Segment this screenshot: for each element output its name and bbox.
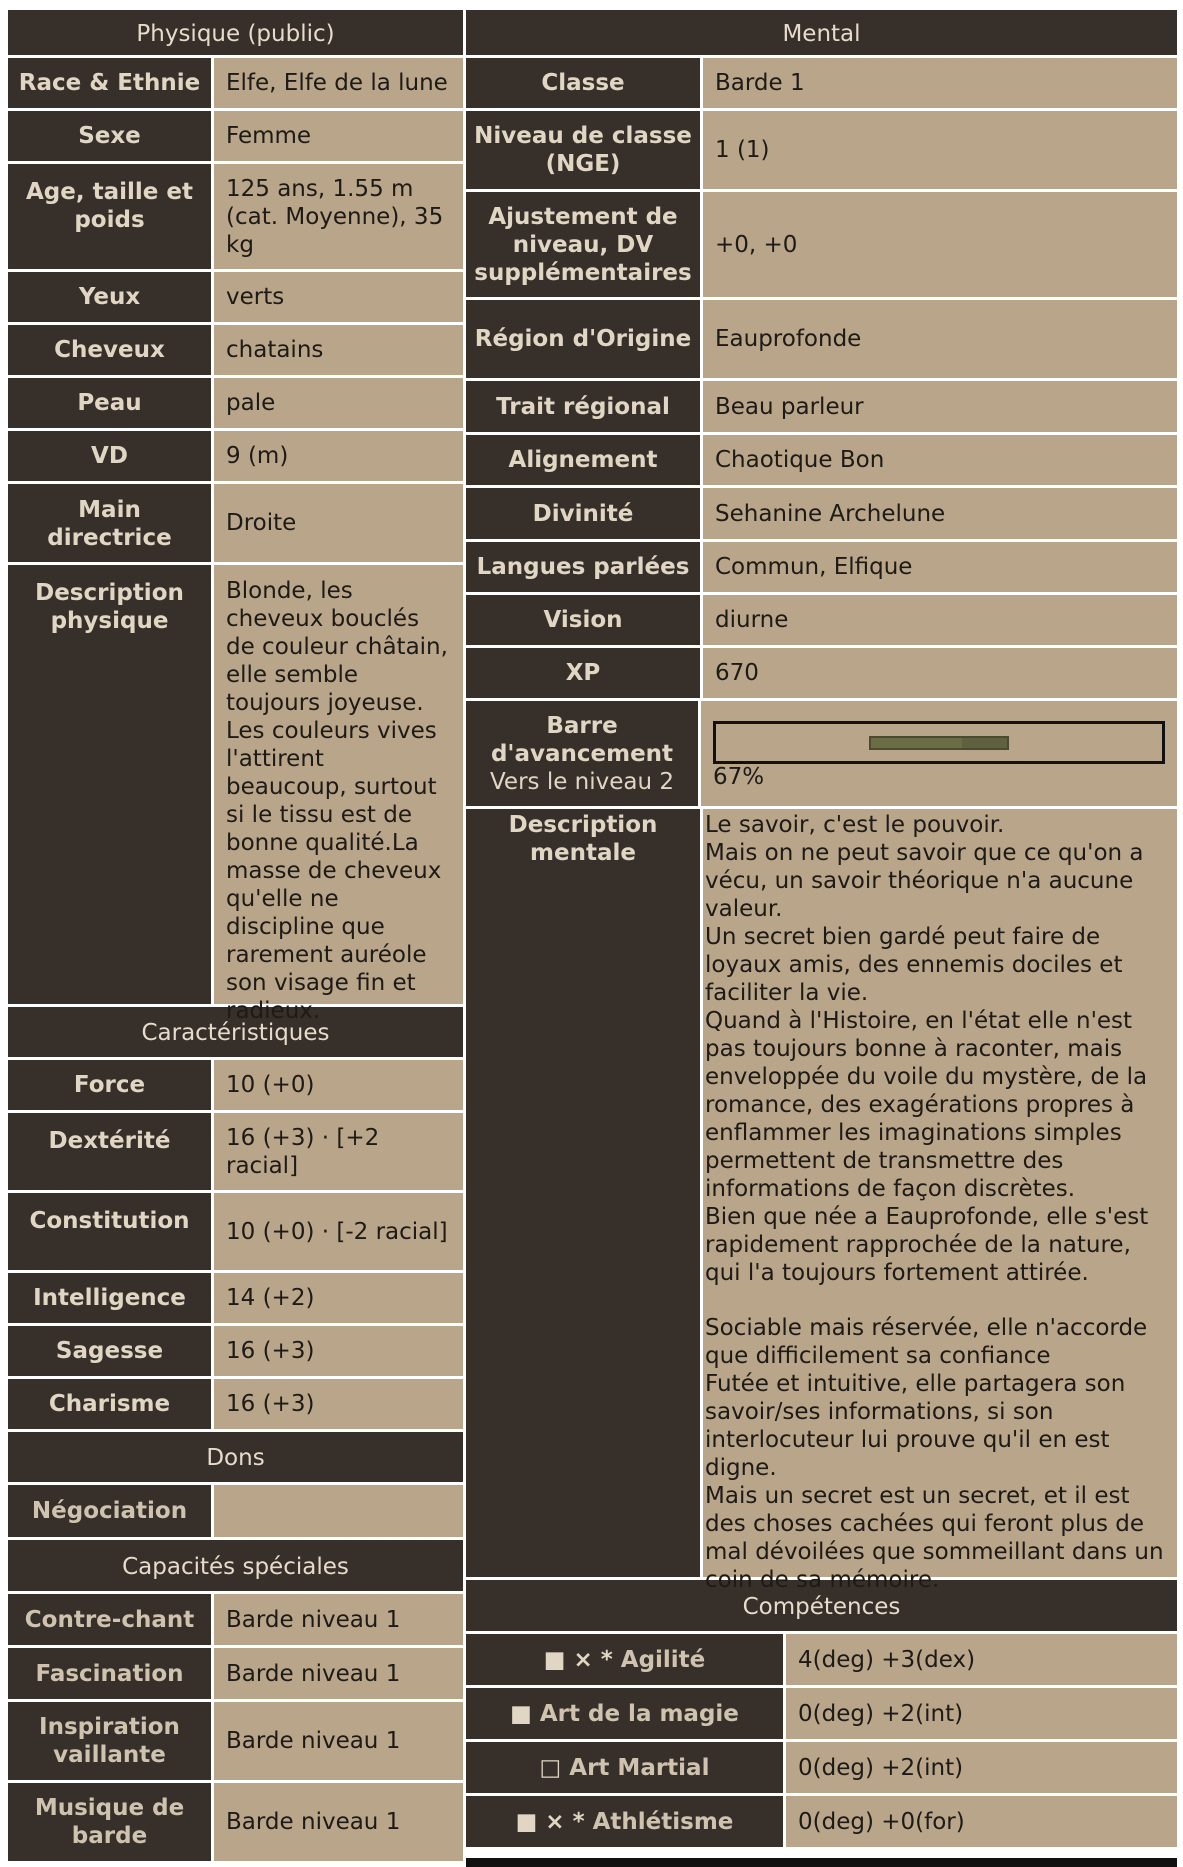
mental-header: Mental	[466, 10, 1177, 58]
progress-fill	[871, 738, 962, 748]
value-description-mentale	[703, 809, 1177, 1593]
row-athletisme	[466, 1796, 1177, 1850]
skill-markers: ■ ⨯ *	[543, 1646, 613, 1673]
value-langues: Commun, Elfique	[703, 542, 1177, 592]
value-divinite: Sehanine Archelune	[703, 488, 1177, 539]
label-yeux: Yeux	[8, 272, 214, 322]
label-constitution: Constitution	[8, 1193, 214, 1270]
label-cheveux: Cheveux	[8, 325, 214, 375]
label-description-mentale: Description mentale	[466, 809, 703, 1577]
physique-header: Physique (public)	[8, 10, 463, 58]
description-mentale-text	[705, 811, 1173, 1594]
label-contre-chant[interactable]: Contre-chant	[8, 1594, 214, 1645]
row-peau	[8, 378, 463, 431]
row-langues	[466, 542, 1177, 595]
label-vd: VD	[8, 431, 214, 481]
row-dexterite	[8, 1113, 463, 1193]
row-progress	[466, 701, 1177, 809]
row-main	[8, 484, 463, 565]
row-force	[8, 1060, 463, 1113]
label-athletisme[interactable]: ■ ⨯ * Athlétisme	[466, 1796, 786, 1847]
label-agilite[interactable]: ■ ⨯ * Agilité	[466, 1634, 786, 1685]
progress-label: Barre d'avancement	[490, 712, 674, 767]
row-classe	[466, 58, 1177, 111]
row-intelligence	[8, 1273, 463, 1326]
value-vd: 9 (m)	[214, 431, 463, 481]
row-musique	[8, 1783, 463, 1864]
label-alignement: Alignement	[466, 435, 703, 485]
row-contre-chant	[8, 1594, 463, 1648]
value-race: Elfe, Elfe de la lune	[214, 58, 463, 108]
progress-percent: 67%	[713, 764, 765, 790]
value-yeux: verts	[214, 272, 463, 322]
label-divinite: Divinité	[466, 488, 703, 539]
label-intelligence: Intelligence	[8, 1273, 214, 1323]
value-sexe: Femme	[214, 111, 463, 161]
row-fascination	[8, 1648, 463, 1702]
value-charisme: 16 (+3)	[214, 1379, 463, 1429]
label-sagesse: Sagesse	[8, 1326, 214, 1376]
description-mentale-line: Sociable mais réservée, elle n'accorde que difficilement sa confiance	[705, 1315, 1148, 1369]
label-charisme: Charisme	[8, 1379, 214, 1429]
row-trait	[466, 381, 1177, 435]
competences-header: Compétences	[466, 1580, 1177, 1634]
value-intelligence: 14 (+2)	[214, 1273, 463, 1323]
label-trait: Trait régional	[466, 381, 703, 432]
progress-bar	[713, 721, 1165, 764]
label-ajustement: Ajustement de niveau, DV supplémentaires	[466, 192, 703, 297]
skill-markers: □	[539, 1754, 562, 1781]
row-xp	[466, 648, 1177, 701]
row-inspiration	[8, 1702, 463, 1783]
row-charisme	[8, 1379, 463, 1432]
caracteristiques-header: Caractéristiques	[8, 1007, 463, 1060]
value-constitution: 10 (+0) · [-2 racial]	[214, 1193, 463, 1270]
label-art-magie[interactable]: ■ Art de la magie	[466, 1688, 786, 1739]
label-fascination[interactable]: Fascination	[8, 1648, 214, 1699]
progress-sublabel: Vers le niveau 2	[489, 768, 675, 795]
row-race	[8, 58, 463, 111]
row-vd	[8, 431, 463, 484]
row-alignement	[466, 435, 1177, 488]
row-vision	[466, 595, 1177, 648]
row-niveau	[466, 111, 1177, 192]
value-region: Eauprofonde	[703, 300, 1177, 378]
label-niveau: Niveau de classe (NGE)	[466, 111, 703, 189]
skill-markers: ■	[510, 1700, 532, 1727]
description-mentale-line: Futée et intuitive, elle partagera son savoir/ses informations, si son interlocuteur lui prouve qu'il en est digne.	[705, 1371, 1126, 1481]
value-sagesse: 16 (+3)	[214, 1326, 463, 1376]
row-ajustement	[466, 192, 1177, 300]
row-art-magie	[466, 1688, 1177, 1742]
description-mentale-line	[705, 1287, 1173, 1314]
row-negociation	[8, 1485, 463, 1540]
label-peau: Peau	[8, 378, 214, 428]
value-peau: pale	[214, 378, 463, 428]
label-langues: Langues parlées	[466, 542, 703, 592]
row-sagesse	[8, 1326, 463, 1379]
row-constitution	[8, 1193, 463, 1273]
mental-column	[466, 10, 1177, 1850]
row-art-martial	[466, 1742, 1177, 1796]
row-region	[466, 300, 1177, 381]
value-xp: 670	[703, 648, 1177, 698]
value-art-magie: 0(deg) +2(int)	[786, 1688, 1177, 1739]
value-contre-chant: Barde niveau 1	[214, 1594, 463, 1645]
label-xp: XP	[466, 648, 703, 698]
value-agilite: 4(deg) +3(dex)	[786, 1634, 1177, 1685]
value-negociation	[214, 1485, 463, 1537]
bottom-divider	[466, 1858, 1177, 1867]
label-dexterite: Dextérité	[8, 1113, 214, 1190]
description-mentale-line: Bien que née a Eauprofonde, elle s'est rapidement rapprochée de la nature, qui l'a toujours fortement attirée.	[705, 1204, 1149, 1286]
value-trait: Beau parleur	[703, 381, 1177, 432]
value-art-martial: 0(deg) +2(int)	[786, 1742, 1177, 1793]
value-fascination: Barde niveau 1	[214, 1648, 463, 1699]
label-art-martial[interactable]: □ Art Martial	[466, 1742, 786, 1793]
description-mentale-line: Mais un secret est un secret, et il est des choses cachées qui feront plus de mal dévoilées que sommeillant dans un coin de sa mémoire.	[705, 1483, 1164, 1593]
label-description-physique: Description physique	[8, 565, 214, 1004]
value-inspiration: Barde niveau 1	[214, 1702, 463, 1780]
description-mentale-line: Mais on ne peut savoir que ce qu'on a vécu, un savoir théorique n'a aucune valeur.	[705, 840, 1144, 922]
value-classe: Barde 1	[703, 58, 1177, 108]
value-alignement: Chaotique Bon	[703, 435, 1177, 485]
description-mentale-line: Un secret bien gardé peut faire de loyaux amis, des ennemis dociles et faciliter la vie.	[705, 924, 1123, 1006]
row-description-physique	[8, 565, 463, 1024]
label-vision: Vision	[466, 595, 703, 645]
value-main: Droite	[214, 484, 463, 562]
label-negociation[interactable]: Négociation	[8, 1485, 214, 1537]
description-mentale-line: Le savoir, c'est le pouvoir.	[705, 812, 1005, 838]
physique-column	[8, 10, 463, 1864]
row-cheveux	[8, 325, 463, 378]
label-sexe: Sexe	[8, 111, 214, 161]
capacites-header: Capacités spéciales	[8, 1540, 463, 1594]
label-progress	[466, 701, 701, 806]
row-divinite	[466, 488, 1177, 542]
value-force: 10 (+0)	[214, 1060, 463, 1110]
value-age: 125 ans, 1.55 m (cat. Moyenne), 35 kg	[214, 164, 463, 269]
label-classe: Classe	[466, 58, 703, 108]
progress-track	[869, 736, 1009, 750]
dons-header: Dons	[8, 1432, 463, 1485]
value-musique: Barde niveau 1	[214, 1783, 463, 1861]
row-age	[8, 164, 463, 272]
label-inspiration[interactable]: Inspiration vaillante	[8, 1702, 214, 1780]
value-niveau: 1 (1)	[703, 111, 1177, 189]
label-force: Force	[8, 1060, 214, 1110]
label-race: Race & Ethnie	[8, 58, 214, 108]
label-musique[interactable]: Musique de barde	[8, 1783, 214, 1861]
row-agilite	[466, 1634, 1177, 1688]
value-progress	[701, 701, 1177, 806]
value-cheveux: chatains	[214, 325, 463, 375]
value-description-physique: Blonde, les cheveux bouclés de couleur châtain, elle semble toujours joyeuse. Les couleurs vives l'attirent beaucoup, surtout si le tissu est de bonne qualité.La masse de cheveux qu'elle ne discipline que rarement auréole son visage fin et radieux.	[214, 565, 463, 1004]
value-ajustement: +0, +0	[703, 192, 1177, 297]
row-yeux	[8, 272, 463, 325]
row-description-mentale	[466, 809, 1177, 1593]
value-athletisme: 0(deg) +0(for)	[786, 1796, 1177, 1847]
row-sexe	[8, 111, 463, 164]
label-region: Région d'Origine	[466, 300, 703, 378]
value-dexterite: 16 (+3) · [+2 racial]	[214, 1113, 463, 1190]
value-vision: diurne	[703, 595, 1177, 645]
description-mentale-line: Quand à l'Histoire, en l'état elle n'est pas toujours bonne à raconter, mais enveloppée du voile du mystère, de la romance, des exagérations propres à enflammer les imaginations simples permettent de transmettre des informations de façon discrètes.	[705, 1008, 1148, 1202]
label-age: Age, taille et poids	[8, 164, 214, 269]
skill-markers: ■ ⨯ *	[515, 1808, 585, 1835]
label-main: Main directrice	[8, 484, 214, 562]
